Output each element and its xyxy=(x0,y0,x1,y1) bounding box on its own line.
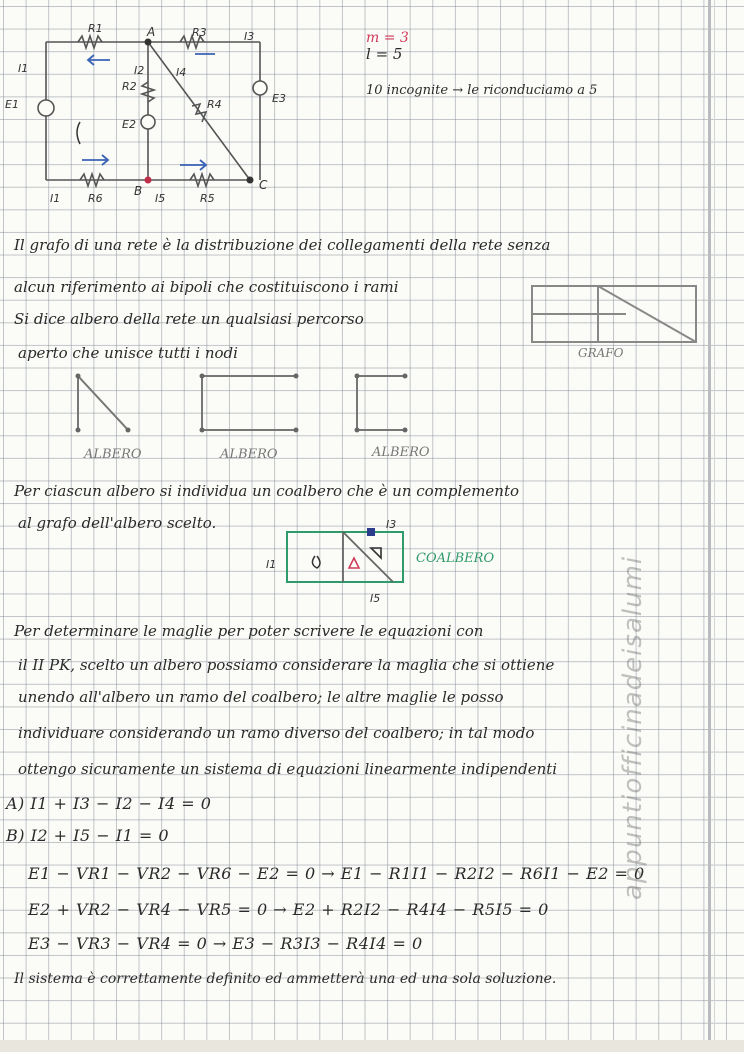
resistor-r4-label: R4 xyxy=(207,98,222,111)
grafo-line-2: alcun riferimento ai bipoli che costituiscono i rami xyxy=(14,278,399,296)
maglie-line-5: ottengo sicuramente un sistema di equazioni linearmente indipendenti xyxy=(18,760,558,778)
graph-figure xyxy=(530,284,700,348)
page-margin-line xyxy=(708,0,711,1052)
source-e2-label: E2 xyxy=(122,118,136,131)
current-i4-label: I4 xyxy=(176,66,187,79)
conclusion-text: Il sistema è correttamente definito ed ammetterà una ed una sola soluzione. xyxy=(14,971,557,987)
resistor-r5-label: R5 xyxy=(200,192,215,205)
current-i3-label: I3 xyxy=(244,30,255,43)
coalbero-label: COALBERO xyxy=(416,551,495,566)
maglie-line-4: individuare considerando un ramo diverso del coalbero; in tal modo xyxy=(18,724,535,742)
graph-label: GRAFO xyxy=(578,346,624,360)
resistor-r3-label: R3 xyxy=(192,26,207,39)
equation-mesh-2: E2 + VR2 − VR4 − VR5 = 0 → E2 + R2I2 − R4I4 − R5I5 = 0 xyxy=(28,900,549,919)
current-i1-bottom-label: I1 xyxy=(50,192,61,205)
resistor-r1-label: R1 xyxy=(88,22,103,35)
page-margin-line-secondary xyxy=(714,0,715,1052)
equation-mesh-3: E3 − VR3 − VR4 = 0 → E3 − R3I3 − R4I4 = 0 xyxy=(28,934,423,953)
coalbero-line-2: al grafo dell'albero scelto. xyxy=(18,514,217,532)
maglie-line-1: Per determinare le maglie per poter scrivere le equazioni con xyxy=(14,622,484,640)
watermark: appuntiofficinadeisalumi xyxy=(618,555,648,900)
tree-label-2: ALBERO xyxy=(220,447,278,462)
coalbero-i1-label: I1 xyxy=(266,558,277,571)
circuit-diagram xyxy=(0,20,290,220)
tree-figures xyxy=(70,370,430,440)
coalbero-i5-label: I5 xyxy=(370,592,381,605)
tree-label-1: ALBERO xyxy=(84,447,142,462)
page-bottom-strip xyxy=(0,1040,744,1052)
resistor-r6-label: R6 xyxy=(88,192,103,205)
current-i2-label: I2 xyxy=(134,64,145,77)
resistor-r2-label: R2 xyxy=(122,80,137,93)
source-e3-label: E3 xyxy=(272,92,286,105)
node-b-label: B xyxy=(134,184,143,198)
maglie-line-2: il II PK, scelto un albero possiamo considerare la maglia che si ottiene xyxy=(18,656,555,674)
grafo-line-1: Il grafo di una rete è la distribuzione dei collegamenti della rete senza xyxy=(14,236,551,254)
equation-node-a: A) I1 + I3 − I2 − I4 = 0 xyxy=(6,794,212,813)
coalbero-line-1: Per ciascun albero si individua un coalbero che è un complemento xyxy=(14,482,520,500)
coalbero-figure xyxy=(285,528,415,588)
albero-line-1: Si dice albero della rete un qualsiasi percorso xyxy=(14,310,364,328)
note-unknowns: 10 incognite → le riconduciamo a 5 xyxy=(366,83,598,98)
maglie-line-3: unendo all'albero un ramo del coalbero; le altre maglie le posso xyxy=(18,688,504,706)
current-i5-label: I5 xyxy=(155,192,166,205)
node-c-label: C xyxy=(259,178,268,192)
coalbero-i3-label: I3 xyxy=(386,518,397,531)
source-e1-label: E1 xyxy=(5,98,19,111)
tree-label-3: ALBERO xyxy=(372,445,430,460)
note-l: l = 5 xyxy=(366,45,403,63)
albero-line-2: aperto che unisce tutti i nodi xyxy=(18,344,238,362)
note-m: m = 3 xyxy=(366,30,409,46)
node-a-label: A xyxy=(147,25,156,39)
equation-node-b: B) I2 + I5 − I1 = 0 xyxy=(6,826,169,845)
equation-mesh-1: E1 − VR1 − VR2 − VR6 − E2 = 0 → E1 − R1I1 − R2I2 − R6I1 − E2 = 0 xyxy=(28,864,645,883)
current-i1-label: I1 xyxy=(18,62,29,75)
